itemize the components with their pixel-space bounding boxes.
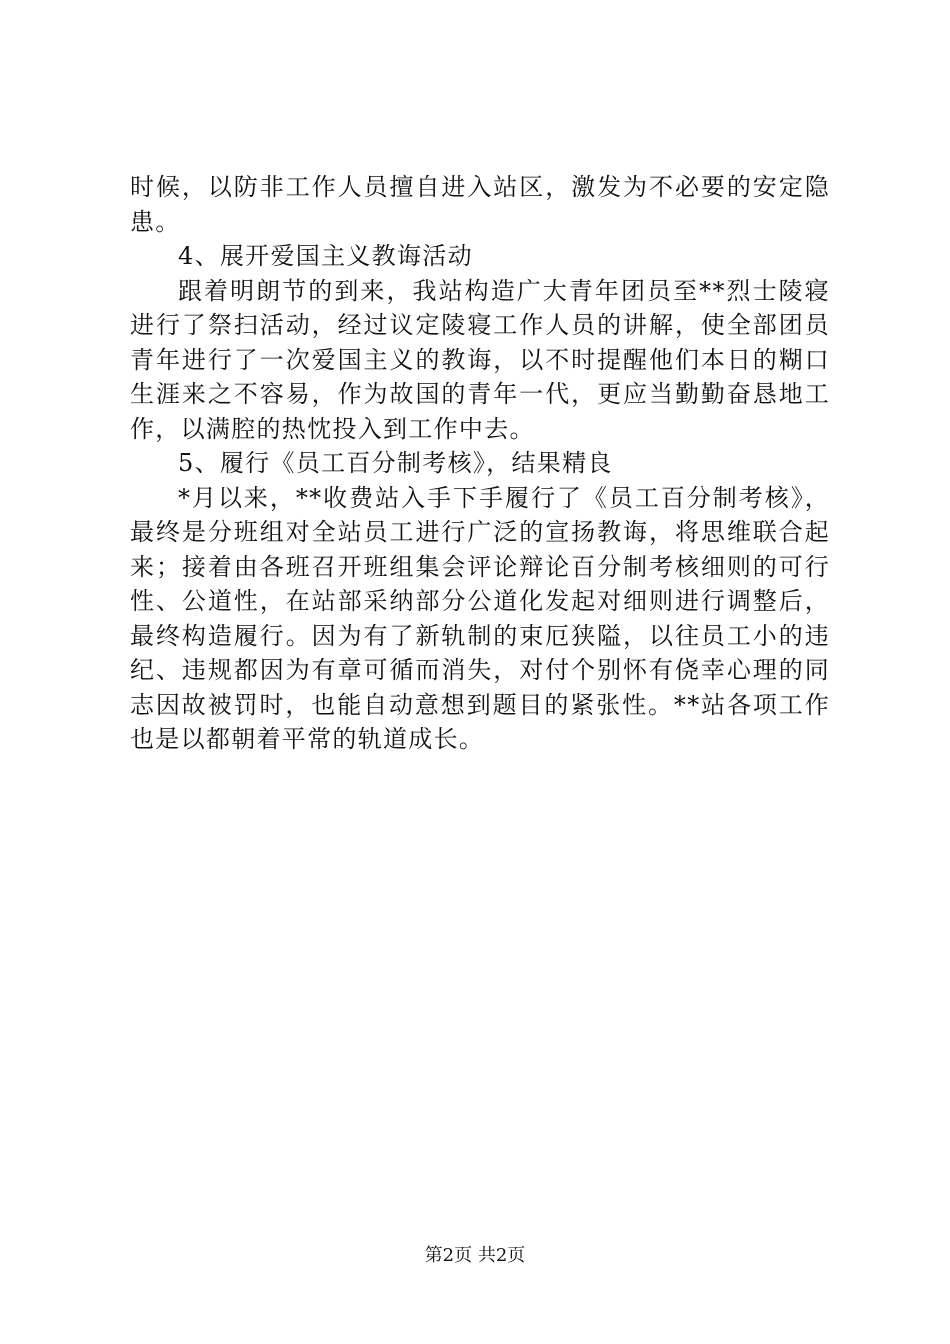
body-text: [130, 170, 830, 757]
section-heading: 5、履行《员工百分制考核》，结果精良: [178, 449, 613, 477]
text-line: 来；接着由各班召开班组集会评论辩论百分制考核细则的可行: [130, 552, 830, 581]
page-number-footer: 第2页 共2页: [424, 1245, 526, 1266]
text-line: 患。: [130, 207, 181, 236]
text-line: 进行了祭扫活动，经过议定陵寝工作人员的讲解，使全部团员: [130, 311, 830, 339]
text-line: 最终是分班组对全站员工进行广泛的宣扬教诲，将思维联合起: [130, 518, 830, 546]
text-line: 志因故被罚时，也能自动意想到题目的紧张性。**站各项工作: [130, 690, 830, 719]
text-line: 纪、违规都因为有章可循而消失，对付个别怀有侥幸心理的同: [130, 656, 830, 684]
paragraph-first-line: *月以来，**收费站入手下手履行了《员工百分制考核》，: [178, 483, 830, 512]
text-line: 时候，以防非工作人员擅自进入站区，激发为不必要的安定隐: [130, 173, 830, 201]
text-line: 作，以满腔的热忱投入到工作中去。: [130, 414, 535, 443]
paragraph-first-line: 跟着明朗节的到来，我站构造广大青年团员至**烈士陵寝: [178, 276, 830, 305]
section-heading: 4、展开爱国主义教诲活动: [178, 242, 473, 270]
text-line: 也是以都朝着平常的轨道成长。: [130, 725, 485, 753]
text-line: 青年进行了一次爱国主义的教诲，以不时提醒他们本日的糊口: [130, 345, 830, 374]
text-line: 最终构造履行。因为有了新轨制的束厄狭隘，以往员工小的违: [130, 621, 830, 650]
text-line: 性、公道性，在站部采纳部分公道化发起对细则进行调整后，: [130, 587, 830, 615]
text-line: 生涯来之不容易，作为故国的青年一代，更应当勤勤奋恳地工: [130, 380, 830, 408]
